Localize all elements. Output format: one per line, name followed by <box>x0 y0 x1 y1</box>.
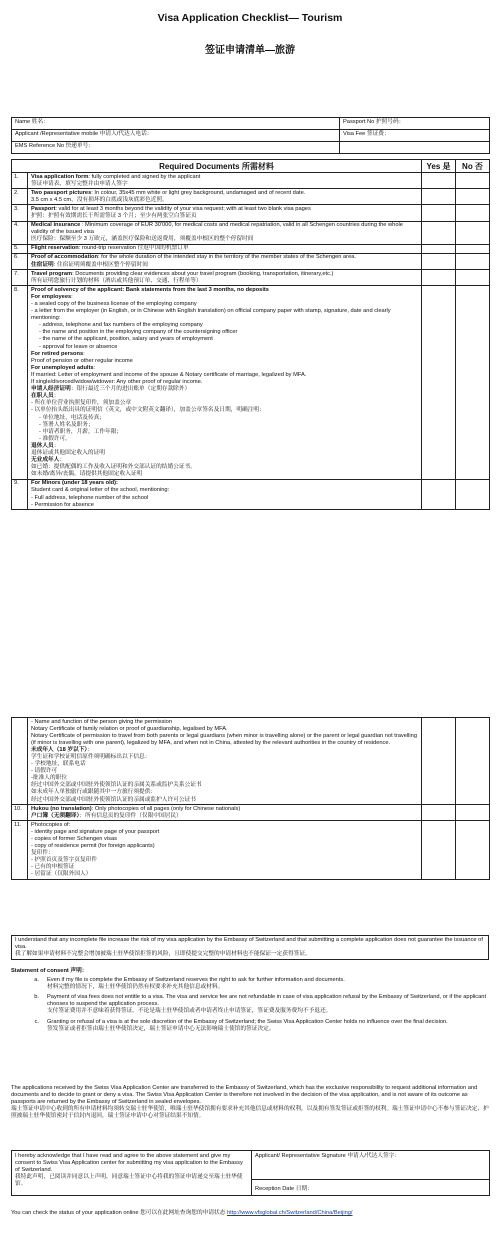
description-text: ： <box>87 746 93 753</box>
description-text: - the name and position in the employing company of the countersigning officer <box>39 329 238 336</box>
row-number: 3. <box>12 205 28 221</box>
consent-text-en: Granting or refusal of a visa is at the sole discretion of the Embassy of Switzerland; the Swiss Visa Application Center holds no influence over the final decision. <box>47 1018 448 1025</box>
description-text: ： <box>59 457 66 464</box>
description-line <box>31 213 418 220</box>
description-line <box>31 726 418 733</box>
description-text: ：所有信息页的复印件（仅限中国居民） <box>79 812 182 819</box>
description-line <box>31 733 418 747</box>
description-line <box>31 344 418 351</box>
signature-field[interactable]: Applicant/ Representative Signature 申请人/代达人签字： <box>252 1151 490 1180</box>
description-text: 如未成年人单独旅行或跟随其中一方旅行须提供： <box>31 789 157 796</box>
description-text: - 以单位抬头纸出具的证明信（英文，或中文附英文翻译），加盖公章签名及日期，明确注明： <box>31 407 265 414</box>
description-text: - Permission for absence <box>31 501 94 508</box>
yes-checkbox-cell[interactable] <box>422 173 456 189</box>
description-text: : fully completed and signed by the applicant <box>88 173 201 180</box>
row-number: 4. <box>12 221 28 244</box>
no-checkbox-cell[interactable] <box>456 253 490 269</box>
description-line <box>31 836 418 843</box>
document-row <box>12 821 490 880</box>
row-number: 6. <box>12 253 28 269</box>
description-line <box>31 174 418 181</box>
document-row <box>12 286 490 480</box>
description-text: Notary Certificate of permission to travel from both parents or legal guardians (when minor is travelling alone) or the parent or legal guardian not travelling (if minor is travelling with one parent), legalized by MFA, and when not in China, attested by the relevant authorities in the country of residence. <box>31 732 417 746</box>
page-title: Visa Application Checklist— Tourism <box>157 12 343 24</box>
description-line <box>31 351 418 358</box>
document-row <box>12 244 490 253</box>
consent-text-en: Payment of visa fees does not entitle to a visa. The visa and service fee are not refundable in case of visa application refusal by the Embassy of Switzerland, or if the applicant chooses to suspend the application process. <box>47 994 487 1008</box>
no-checkbox-cell[interactable] <box>456 173 490 189</box>
description-bold: Two passport pictures <box>31 189 92 196</box>
description-text: : round-trip reservation 往返中国的机票订单 <box>78 245 189 252</box>
description-line <box>31 358 418 365</box>
consent-text-cn: 支付签证费用并不意味着获得签证。不论是瑞士驻华使馆或者申请者终止申请签证，签证费及服务费均不予退还。 <box>47 1008 332 1015</box>
description-line <box>31 719 418 726</box>
description-text: : <box>83 350 85 357</box>
description-line <box>31 254 418 261</box>
description-line <box>31 429 418 436</box>
processing-text-en: The applications received by the Swiss Visa Application Center are transferred to the Embassy of Switzerland, which has the exclusive responsibility to request additional information and documents and to decide to grant or deny a visa. The Swiss Visa Application Center is therefore not involved in the decision of the visa application, and is not aware of its outcome as passports are returned by the Embassy of Switzerland in sealed envelopes. <box>11 1085 478 1106</box>
description-text: - 签署人姓名及职务； <box>39 421 94 428</box>
acknowledgement-cn: 我特此声明，已阅读并同意以上声明，同意瑞士签证中心将我的签证申请递交至瑞士驻华使馆。 <box>15 1174 243 1188</box>
row-number: 1. <box>12 173 28 189</box>
description-text: 如已婚：提供配偶的工作及收入证明和外交部认证的结婚公证书。 <box>31 464 196 471</box>
description-line <box>31 278 418 285</box>
yes-checkbox-cell[interactable] <box>422 221 456 244</box>
description-text: : Documents providing clear evidences about your travel program (booking, transportation, itinerary,etc.) <box>72 270 334 277</box>
description-line <box>31 301 418 308</box>
document-row <box>12 173 490 189</box>
description-line <box>31 386 418 393</box>
description-line <box>31 829 418 836</box>
consent-text-en: Even if my file is complete the Embassy of Switzerland reserves the right to ask for further information and documents. <box>47 977 345 984</box>
row-number: 10. <box>12 805 28 821</box>
description-bold: Medical insurance <box>31 222 81 229</box>
yes-checkbox-cell[interactable] <box>422 189 456 205</box>
description-line <box>31 857 418 864</box>
description-text: - copy of residence permit (for foreign applicants) <box>31 843 155 850</box>
description-line <box>31 443 418 450</box>
row-number: 5. <box>12 244 28 253</box>
description-text: : Only photocopies of all pages (only for Chinese nationals) <box>91 805 241 812</box>
description-text: ： <box>53 442 60 449</box>
description-bold: Proof of solvency of the applicant: Bank statements from the last 3 months, no deposits <box>31 286 269 293</box>
consent-text-cn: 签发签证或者拒签由瑞士驻华使馆决定，瑞士签证申请中心无法影响瑞士使馆的签证决定。 <box>47 1025 275 1032</box>
description-text: 医疗保险：保额至少 3 万欧元，涵盖医疗保险和送返费用，须覆盖申根区的整个停留时间 <box>31 236 254 243</box>
yes-checkbox-cell[interactable] <box>422 805 456 821</box>
description-bold: Flight reservation <box>31 245 79 252</box>
description-bold: 住宿证明 <box>31 261 54 268</box>
description-text: - a letter from the employer (in English, or in Chinese with English translation) on official company paper with stamp, signature, date and clearly mentioning: <box>31 308 391 322</box>
processing-paragraph <box>11 1085 489 1120</box>
yes-header: Yes 是 <box>422 160 456 173</box>
document-description <box>28 173 422 189</box>
description-line <box>31 480 418 487</box>
description-bold: 在职人员 <box>31 393 54 400</box>
status-footer <box>11 1210 491 1217</box>
description-text: - 单位地址，电话及传真； <box>39 414 106 421</box>
description-text: 3.5 cm x 4.5 cm，没有损坏的白底或浅灰底彩色近照。 <box>31 196 168 203</box>
footer-text: You can check the status of your application online 您可以在此网址查询您的申请状态 <box>11 1210 227 1216</box>
description-text: 退休证或其他固定收入的证明 <box>31 449 105 456</box>
description-line <box>31 181 418 188</box>
description-bold: Passport <box>31 205 56 212</box>
description-bold: For retired persons <box>31 350 84 357</box>
description-bold: For employees <box>31 293 72 300</box>
yes-checkbox-cell[interactable] <box>422 479 456 509</box>
description-line <box>31 495 418 502</box>
description-text: 护照：护照有效期需长于所需签证 3 个月；至少有两张空白签证页 <box>31 212 197 219</box>
description-text: : valid for at least 3 months beyond the validity of your visa request; with at least two blank visa pages <box>55 205 311 212</box>
row-number: 2. <box>12 189 28 205</box>
description-text: - 护照首页及签字页复印件 <box>31 857 98 864</box>
reception-date-field[interactable]: Reception Date 日期： <box>252 1180 490 1196</box>
description-bold: For Minors (under 18 years old): <box>31 480 118 487</box>
understanding-en: I understand that any incomplete file increase the risk of my visa application by the Embassy of Switzerland and that submitting a complete application does not guarantee the issuance of visa. <box>15 937 483 951</box>
required-documents-table-continued <box>11 717 490 880</box>
description-line <box>31 415 418 422</box>
description-line <box>31 789 418 796</box>
description-bold: 退休人员 <box>31 442 54 449</box>
required-documents-table <box>11 159 490 510</box>
description-line <box>31 197 418 204</box>
description-text: : In colour, 35x45 mm white or light grey background, undamaged and of recent date. <box>91 189 306 196</box>
consent-item <box>11 977 489 991</box>
description-text: - Name and function of the person giving the permission <box>31 718 173 725</box>
yes-checkbox-cell[interactable] <box>422 286 456 480</box>
visa-fee-field: Visa Fee 签证费： <box>340 130 490 142</box>
description-text: - 申请者职务，月薪，工作年限； <box>39 428 123 435</box>
description-text: - a sealed copy of the business license of the employing company <box>31 301 197 307</box>
applicant-mobile-field: Applicant /Representative mobile 申请人/代达人电话： <box>12 130 340 142</box>
description-line <box>31 797 418 804</box>
description-text: : 住宿证明须覆盖申根区整个停留时间 <box>53 261 148 268</box>
description-line <box>31 365 418 372</box>
yes-checkbox-cell[interactable] <box>422 270 456 286</box>
processing-text-cn: 瑞士签证申请中心收到的所有申请材料均须转交瑞士驻华使馆，唯瑞士驻华使馆拥有要求补充其他信息或材料的权利，以及拥有签发签证或拒签的权利。瑞士签证申请中心不参与签证决定，护照被瑞士驻华使馆密封于信封内退回，瑞士签证申请中心对签证结果不知情。 <box>11 1106 489 1120</box>
no-checkbox-cell[interactable] <box>456 805 490 821</box>
description-line <box>31 407 418 414</box>
description-text: - 所在单位营业执照复印件，须加盖公章 <box>31 400 132 407</box>
description-text: 复印件： <box>31 850 54 857</box>
description-line <box>31 502 418 509</box>
description-line <box>31 487 418 494</box>
documents-header: Required Documents 所需材料 <box>12 160 422 173</box>
row-number: 8. <box>12 286 28 480</box>
description-line <box>31 813 418 820</box>
no-checkbox-cell[interactable] <box>456 189 490 205</box>
description-text: ：银行最近三个月的进出账单（定期存款除外） <box>70 386 191 393</box>
description-text: 签证申请表，填写完整并由申请人签字 <box>31 180 128 187</box>
document-description <box>28 718 422 805</box>
no-header: No 否 <box>456 160 490 173</box>
document-description <box>28 286 422 480</box>
description-line <box>31 206 418 213</box>
row-number <box>12 718 28 805</box>
description-text: Student card & original letter of the school, mentioning: <box>31 487 170 494</box>
consent-marker: a. <box>34 977 39 984</box>
no-checkbox-cell[interactable] <box>456 221 490 244</box>
document-row <box>12 205 490 221</box>
document-description <box>28 253 422 269</box>
description-text: - the name of the applicant, position, salary and years of employment <box>39 336 213 343</box>
description-line <box>31 308 418 322</box>
document-row <box>12 189 490 205</box>
description-line <box>31 236 418 243</box>
empty-cell <box>340 142 490 154</box>
description-text: - approval for leave or absence <box>39 343 118 350</box>
description-text: - address, telephone and fax numbers of the employing company <box>39 322 203 329</box>
yes-checkbox-cell[interactable] <box>422 205 456 221</box>
description-line <box>31 747 418 754</box>
description-bold: Travel program <box>31 270 73 277</box>
yes-checkbox-cell[interactable] <box>422 244 456 253</box>
document-description <box>28 189 422 205</box>
description-line <box>31 843 418 850</box>
description-line <box>31 322 418 329</box>
description-text: : Minimum coverage of EUR 30'000, for medical costs and medical repatriation, valid in all Schengen countries during the whole validity of the issued visa <box>31 222 403 236</box>
document-description <box>28 270 422 286</box>
acknowledgement-en: I hereby acknowledge that I have read and agree to the above statement and give my consent to Swiss Visa Application center for submitting my visa application to the Embassy of Switzerland. <box>15 1153 243 1174</box>
description-text: - identity page and signature page of your passport <box>31 828 160 835</box>
row-number: 11. <box>12 821 28 880</box>
description-line <box>31 245 418 252</box>
document-row <box>12 718 490 805</box>
name-field: Name 姓名： <box>12 118 340 130</box>
description-text: If married: Letter of employment and income of the spouse & Notary certificate of marriage, legalized by MFA. <box>31 371 307 378</box>
statement-of-consent <box>11 968 489 1036</box>
consent-item <box>11 994 489 1015</box>
description-text: ： <box>53 393 60 400</box>
status-link[interactable]: http://www.vfsglobal.ch/Switzerland/China/Beijing/ <box>227 1210 353 1216</box>
applicant-info-table <box>11 117 490 154</box>
description-line <box>31 871 418 878</box>
description-line <box>31 262 418 269</box>
no-checkbox-cell[interactable] <box>456 205 490 221</box>
acknowledgement-text <box>12 1151 252 1196</box>
description-line <box>31 806 418 813</box>
description-bold: 无业成年人 <box>31 457 60 464</box>
yes-checkbox-cell[interactable] <box>422 821 456 880</box>
no-checkbox-cell[interactable] <box>456 286 490 480</box>
document-row <box>12 479 490 509</box>
description-text: 经过中国外交部或中国驻外使领馆认证的亲属关系或监护关系公证书 <box>31 782 202 789</box>
description-line <box>31 471 418 478</box>
description-line <box>31 222 418 236</box>
consent-marker: c. <box>34 1018 39 1025</box>
consent-item <box>11 1019 489 1033</box>
description-line <box>31 336 418 343</box>
consent-text-cn: 材料完整的情况下，瑞士驻华使馆仍然有权要求补充其他信息或材料。 <box>47 984 224 991</box>
no-checkbox-cell[interactable] <box>456 244 490 253</box>
document-description <box>28 221 422 244</box>
description-text: - 学校地址，联系电话 <box>31 761 86 768</box>
document-description <box>28 479 422 509</box>
description-line <box>31 822 418 829</box>
description-text: Proof of pension or other regular income <box>31 357 133 364</box>
acknowledgement-table <box>11 1150 490 1196</box>
description-text: 学生证和学校证明信原件须明确标出以下信息： <box>31 753 151 760</box>
description-bold: For unemployed adults <box>31 364 94 371</box>
description-text: 所有证明您旅行计划的材料（酒店或其他预订单、交通、行程单等） <box>31 277 202 284</box>
consent-heading: Statement of consent 声明： <box>11 968 88 974</box>
description-text: Notary Certificate of family relation or proof of guardianship, legalised by MFA. <box>31 725 228 732</box>
row-number: 9. <box>12 479 28 509</box>
description-line <box>31 422 418 429</box>
description-text: - 请假许可 <box>31 768 58 775</box>
document-row <box>12 270 490 286</box>
description-line <box>31 271 418 278</box>
description-line <box>31 287 418 294</box>
description-text: If single/divorced/widow/widower: Any other proof of regular income. <box>31 379 203 386</box>
description-text: - 居留证（仅限外国人） <box>31 871 92 878</box>
description-bold: Proof of accommodation <box>31 254 98 261</box>
description-text: - 准假许可。 <box>39 435 71 442</box>
page-subtitle: 签证申请清单—旅游 <box>205 45 295 56</box>
description-line <box>31 190 418 197</box>
description-bold: Visa application form <box>31 173 89 180</box>
description-text: - copies of former Schengen visas <box>31 836 117 842</box>
document-description <box>28 805 422 821</box>
document-row <box>12 221 490 244</box>
description-line <box>31 450 418 457</box>
consent-marker: b. <box>34 994 39 1001</box>
no-checkbox-cell[interactable] <box>456 479 490 509</box>
document-row <box>12 805 490 821</box>
description-line <box>31 761 418 768</box>
description-bold: 申请人经济证明 <box>31 386 71 393</box>
no-checkbox-cell[interactable] <box>456 821 490 880</box>
description-line <box>31 768 418 775</box>
understanding-statement <box>11 935 489 960</box>
description-line <box>31 372 418 379</box>
no-checkbox-cell[interactable] <box>456 270 490 286</box>
document-description <box>28 821 422 880</box>
description-bold: Hukou (no translation) <box>31 805 92 812</box>
description-text: - Full address, telephone number of the school <box>31 494 149 501</box>
no-checkbox-cell[interactable] <box>456 718 490 805</box>
description-bold: 未成年人（18 岁以下） <box>31 746 88 753</box>
description-line <box>31 436 418 443</box>
description-text: 经过中国外交部或中国驻外使领馆认证的亲属或监护人许可公证书 <box>31 796 196 803</box>
description-text: -批准人的职位 <box>31 775 68 782</box>
yes-checkbox-cell[interactable] <box>422 718 456 805</box>
description-bold: 户口簿（无须翻译） <box>31 812 80 819</box>
description-text: 如未婚/离异/丧偶，请提供其他固定收入证明 <box>31 471 143 478</box>
description-text: : <box>93 364 96 371</box>
row-number: 7. <box>12 270 28 286</box>
description-line <box>31 754 418 761</box>
yes-checkbox-cell[interactable] <box>422 253 456 269</box>
description-line <box>31 294 418 301</box>
document-description <box>28 244 422 253</box>
description-text: - 已有的申根签证 <box>31 864 75 871</box>
document-row <box>12 253 490 269</box>
description-line <box>31 329 418 336</box>
description-text: : for the whole duration of the intended stay in the territory of the member states of the Schengen area. <box>98 254 356 261</box>
understanding-cn: 我了解如果申请材料不完整会增加被瑞士驻华使馆拒签的风险，且即使提交完整的申请材料也不能保证一定获得签证。 <box>15 951 311 958</box>
passport-field: Passport No 护照号码： <box>340 118 490 130</box>
document-description <box>28 205 422 221</box>
description-text: : <box>71 293 73 300</box>
ems-reference-field: EMS Reference No 快递单号： <box>12 142 340 154</box>
description-text: Photocopies of: <box>31 821 71 828</box>
